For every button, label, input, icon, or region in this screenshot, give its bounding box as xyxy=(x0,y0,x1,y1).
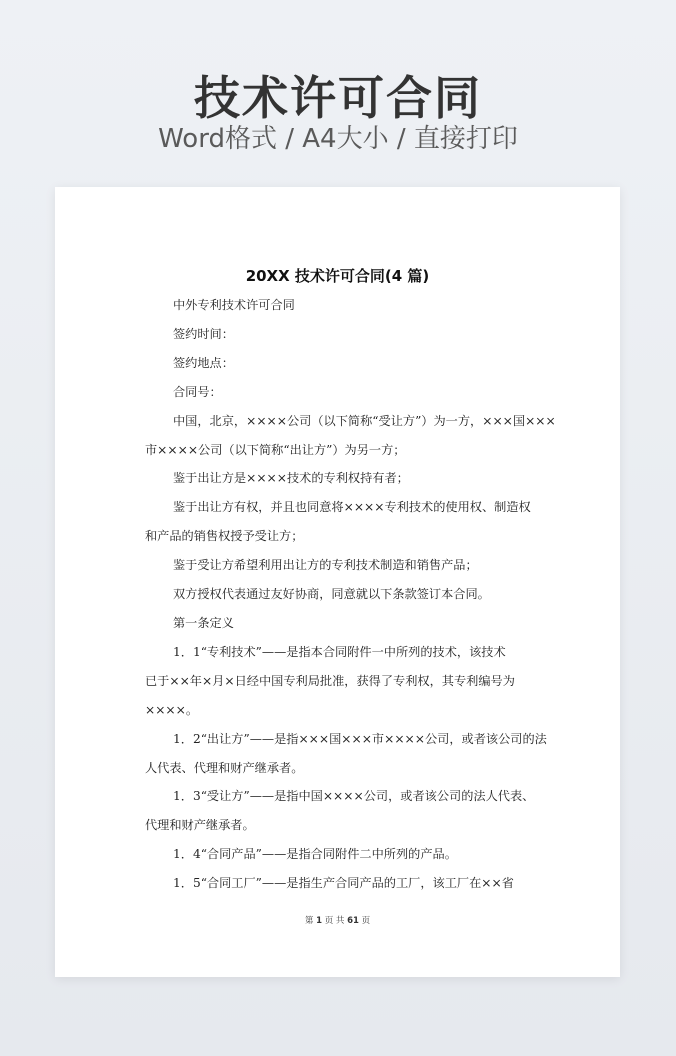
body-line: 和产品的销售权授予受让方； xyxy=(145,529,304,544)
page-number: 1 xyxy=(316,916,322,926)
footer-middle: 页 共 xyxy=(324,916,345,926)
body-line: 1．1“专利技术”——是指本合同附件一中所列的技术，该技术 xyxy=(173,644,506,659)
body-line: 1．2“出让方”——是指×××国×××市××××公司，或者该公司的法 xyxy=(173,731,547,746)
page-total: 61 xyxy=(347,916,359,926)
body-line: 中外专利技术许可合同 xyxy=(173,298,295,312)
body-line: 鉴于出让方是××××技术的专利权持有者； xyxy=(173,471,409,486)
promo-title: 技术许可合同 xyxy=(194,71,482,125)
body-line: 双方授权代表通过友好协商，同意就以下条款签订本合同。 xyxy=(173,587,490,602)
body-line: 鉴于出让方有权，并且也同意将××××专利技术的使用权、制造权 xyxy=(173,500,531,515)
document-title: 20XX 技术许可合同(4 篇) xyxy=(245,267,430,285)
promo-subtitle: Word格式 / A4大小 / 直接打印 xyxy=(158,124,518,154)
section-heading: 第一条定义 xyxy=(173,615,234,630)
footer-suffix: 页 xyxy=(361,916,371,926)
footer-prefix: 第 xyxy=(304,916,314,926)
document-body xyxy=(145,291,556,898)
body-line: 鉴于受让方希望利用出让方的专利技术制造和销售产品； xyxy=(173,558,478,573)
body-line: 1．3“受让方”——是指中国××××公司，或者该公司的法人代表、 xyxy=(173,789,535,804)
body-line: 已于××年×月×日经中国专利局批准，获得了专利权，其专利编号为 xyxy=(145,673,515,688)
body-line: 签约地点： xyxy=(173,355,234,370)
document-page xyxy=(55,187,620,977)
body-line: 代理和财产继承者。 xyxy=(145,818,255,833)
body-line: 人代表、代理和财产继承者。 xyxy=(145,760,304,775)
body-line: ××××。 xyxy=(145,702,199,717)
body-line: 中国，北京，××××公司（以下简称“受让方”）为一方，×××国××× xyxy=(173,413,556,428)
body-line: 1．5“合同工厂”——是指生产合同产品的工厂，该工厂在××省 xyxy=(173,876,514,891)
body-line: 签约时间： xyxy=(173,326,234,341)
body-line: 市××××公司（以下简称“出让方”）为另一方； xyxy=(145,442,406,457)
body-line: 1．4“合同产品”——是指合同附件二中所列的产品。 xyxy=(173,847,457,862)
body-line: 合同号： xyxy=(173,384,222,399)
page-footer xyxy=(55,914,620,926)
